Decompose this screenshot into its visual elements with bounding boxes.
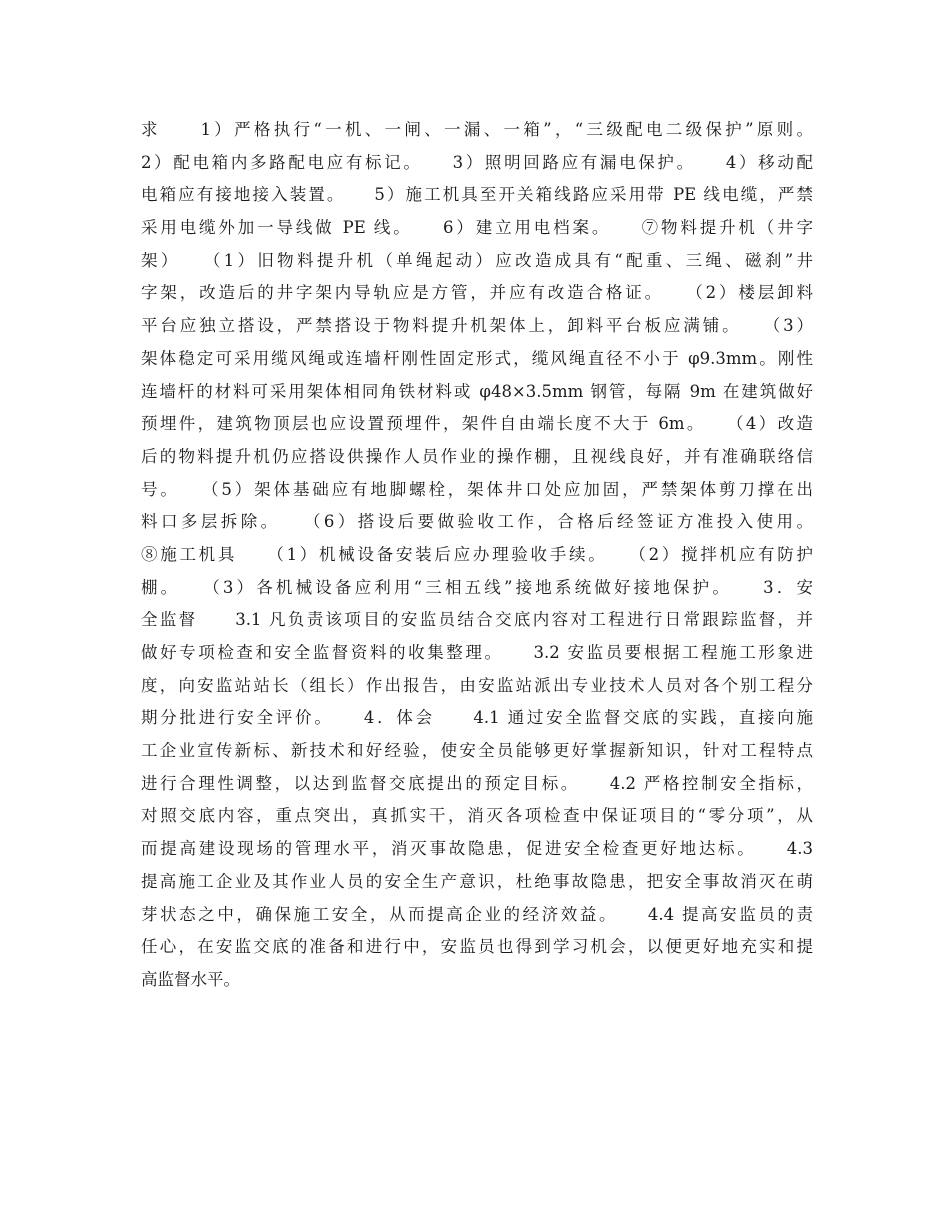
text-line: 求 1）严格执行“一机、一闸、一漏、一箱”，“三级配电二级保护”原则。 bbox=[141, 120, 813, 139]
text-line: 而提高建设现场的管理水平，消灭事故隐患，促进安全检查更好地达标。 4.3 bbox=[141, 839, 813, 859]
text-line: 任心，在安监交底的准备和进行中，安监员也得到学习机会，以便更好地充实和提 bbox=[141, 937, 813, 957]
text-line: 架体稳定可采用缆风绳或连墙杆刚性固定形式，缆风绳直径不小于 φ9.3mm。刚性 bbox=[141, 348, 813, 368]
text-line: ⑧施工机具 （1）机械设备安装后应办理验收手续。 （2）搅拌机应有防护 bbox=[141, 544, 813, 564]
text-line: 架） （1）旧物料提升机（单绳起动）应改造成具有“配重、三绳、磁刹”井 bbox=[141, 250, 813, 270]
text-line: 进行合理性调整，以达到监督交底提出的预定目标。 4.2 严格控制安全指标， bbox=[141, 773, 813, 793]
text-line: 平台应独立搭设，严禁搭设于物料提升机架体上，卸料平台板应满铺。 （3） bbox=[141, 316, 813, 336]
text-line: 工企业宣传新标、新技术和好经验，使安全员能够更好掌握新知识，针对工程特点 bbox=[141, 741, 813, 761]
text-line: 芽状态之中，确保施工安全，从而提高企业的经济效益。 4.4 提高安监员的责 bbox=[141, 904, 813, 924]
text-line: 后的物料提升机仍应搭设供操作人员作业的操作棚，且视线良好，并有准确联络信 bbox=[141, 446, 813, 466]
text-line: 棚。 （3）各机械设备应利用“三相五线”接地系统做好接地保护。 3．安 bbox=[141, 577, 813, 597]
text-line: 做好专项检查和安全监督资料的收集整理。 3.2 安监员要根据工程施工形象进 bbox=[141, 643, 813, 662]
text-line: 电箱应有接地接入装置。 5）施工机具至开关箱线路应采用带 PE 线电缆，严禁 bbox=[141, 185, 813, 205]
text-line: 连墙杆的材料可采用架体相同角铁材料或 φ48×3.5mm 钢管，每隔 9m 在建筑做好 bbox=[141, 381, 813, 401]
text-line: 字架，改造后的井字架内导轨应是方管，并应有改造合格证。 （2）楼层卸料 bbox=[141, 283, 813, 303]
text-line: 度，向安监站站长（组长）作出报告，由安监站派出专业技术人员对各个别工程分 bbox=[141, 675, 813, 695]
text-line-last: 高监督水平。 bbox=[141, 969, 240, 989]
text-line: 预埋件，建筑物顶层也应设置预埋件，架件自由端长度不大于 6m。 （4）改造 bbox=[141, 414, 813, 434]
text-line: 号。 （5）架体基础应有地脚螺栓，架体井口处应加固，严禁架体剪刀撑在出 bbox=[141, 479, 813, 499]
text-line: 提高施工企业及其作业人员的安全生产意识，杜绝事故隐患，把安全事故消灭在萌 bbox=[141, 871, 813, 891]
text-line: 期分批进行安全评价。 4．体会 4.1 通过安全监督交底的实践，直接向施 bbox=[141, 708, 813, 728]
text-line: 全监督 3.1 凡负责该项目的安监员结合交底内容对工程进行日常跟踪监督，并 bbox=[141, 610, 813, 630]
document-body bbox=[141, 114, 813, 997]
text-line: 对照交底内容，重点突出，真抓实干，消灭各项检查中保证项目的“零分项”，从 bbox=[141, 806, 813, 826]
text-line: 2）配电箱内多路配电应有标记。 3）照明回路应有漏电保护。 4）移动配 bbox=[141, 152, 813, 172]
text-line: 料口多层拆除。 （6）搭设后要做验收工作，合格后经签证方准投入使用。 bbox=[141, 512, 813, 532]
text-line: 采用电缆外加一导线做 PE 线。 6）建立用电档案。 ⑦物料提升机（井字 bbox=[141, 218, 813, 238]
